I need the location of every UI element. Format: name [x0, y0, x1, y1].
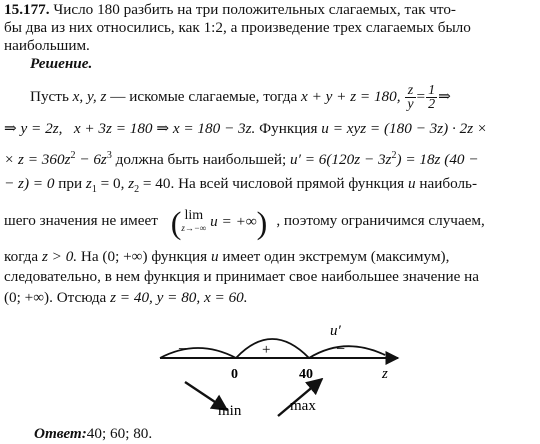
equation: u′ = 6(120z − 3z — [290, 151, 392, 169]
interval: (0; +∞) — [102, 248, 148, 265]
text: функция — [147, 248, 211, 265]
sign-arc-middle — [236, 339, 309, 358]
exponent: 2 — [70, 150, 76, 161]
text: когда — [4, 248, 42, 265]
text: , поэтому ограничимся случаем, — [276, 212, 485, 229]
equation: × z = 360z — [4, 151, 71, 169]
equation: − z) = 0 — [4, 175, 55, 192]
equation: x + y + z = 180, — [301, 87, 401, 105]
exponent: 2 — [391, 150, 397, 161]
problem-text-1: Число 180 разбить на три положительных слагаемых, так что- — [53, 1, 456, 18]
tick-label-40: 40 — [299, 367, 313, 382]
problem-number: 15.177. — [4, 1, 50, 18]
subscript: 1 — [91, 184, 97, 196]
answer-line — [34, 425, 152, 443]
denominator: 2 — [428, 97, 436, 112]
equation: z = 40, y = 80, x = 60. — [110, 289, 248, 306]
var: z — [128, 175, 135, 192]
lim-word: lim — [184, 208, 204, 224]
text: = 40. — [139, 175, 175, 192]
subscript: 2 — [134, 184, 140, 196]
text: должна быть наибольшей; — [111, 151, 291, 169]
text: На — [77, 248, 103, 265]
sign-left: − — [178, 341, 188, 358]
sign-arc-left — [160, 348, 236, 358]
text: — искомые слагаемые, тогда — [106, 87, 302, 105]
sign-arc-right — [309, 346, 385, 358]
implies-arrow: ⇒ — [438, 87, 451, 105]
text: Функция — [255, 120, 322, 137]
equals: = — [416, 87, 426, 105]
max-label: max — [290, 398, 316, 414]
uprime-label: u′ — [330, 323, 341, 339]
text: На всей числовой прямой функция — [174, 175, 408, 192]
lim-expression: u = +∞ — [206, 212, 257, 230]
interval: (0; +∞). — [4, 289, 53, 306]
numerator: 1 — [428, 83, 436, 98]
equation: x + 3z = 180 ⇒ x = 180 − 3z. — [73, 120, 256, 137]
exponent: 3 — [106, 150, 112, 161]
text: = 0, — [96, 175, 129, 192]
min-label: min — [218, 403, 242, 419]
equation: ⇒ y = 2z, — [4, 120, 63, 137]
sign-right: − — [336, 341, 346, 358]
text: шего значения не имеет — [4, 212, 162, 229]
solution-label: Решение. — [30, 55, 93, 72]
problem-text-2: бы два из них относились, как 1:2, а произведение трех слагаемых было — [4, 19, 471, 36]
equation: z > 0. — [41, 248, 78, 265]
equation: − 6z — [75, 151, 107, 169]
text: Пусть — [30, 87, 73, 105]
numerator: z — [405, 84, 415, 98]
axis-variable-z: z — [382, 366, 388, 382]
right-paren: ) — [256, 204, 268, 241]
text: следовательно, в нем функция и принимает свое наибольшее значение на — [4, 268, 480, 285]
answer-label: Ответ: — [34, 425, 87, 442]
text: имеет один экстремум (максимум), — [218, 248, 450, 265]
sign-middle: + — [262, 342, 271, 358]
vars: x, y, z — [72, 87, 107, 105]
lim-subscript: z→−∞ — [181, 223, 207, 234]
text: при — [54, 175, 86, 192]
left-paren: ( — [170, 204, 182, 241]
var: u — [210, 248, 219, 265]
equation: ) = 18z (40 − — [396, 151, 479, 169]
answer-value: 40; 60; 80. — [86, 425, 153, 442]
tick-label-0: 0 — [231, 367, 238, 382]
var: z — [85, 175, 92, 192]
problem-text-3: наибольшим. — [4, 37, 90, 54]
denominator: y — [407, 97, 414, 112]
text: наиболь- — [415, 175, 478, 192]
var: u — [407, 175, 416, 192]
text: Отсюда — [52, 289, 111, 306]
equation: u = xyz = (180 − 3z) · 2z × — [321, 120, 488, 137]
